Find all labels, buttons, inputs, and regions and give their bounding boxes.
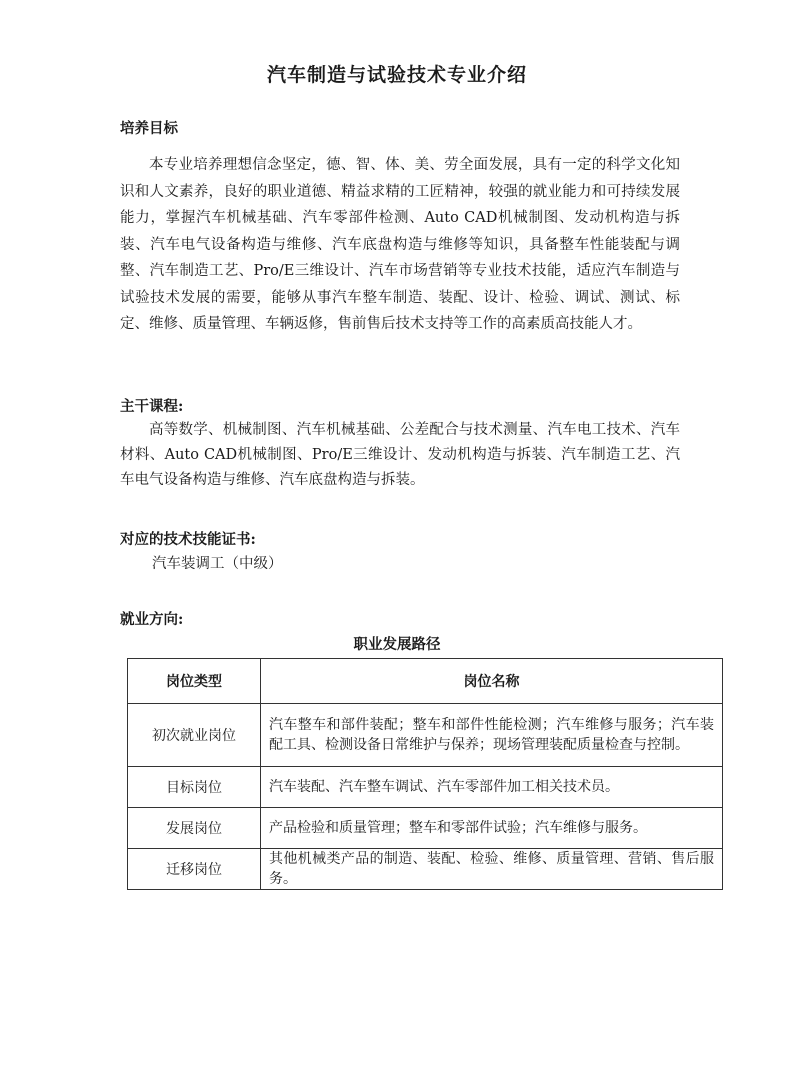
- table-row: [128, 767, 723, 808]
- table-row: [128, 808, 723, 849]
- objective-heading: 培养目标: [120, 120, 178, 137]
- table-header-row: [128, 659, 723, 704]
- position-name-cell: 其他机械类产品的制造、装配、检验、维修、质量管理、营销、售后服务。: [261, 849, 723, 890]
- certificates-heading: 对应的技术技能证书:: [120, 531, 256, 548]
- position-type-cell: 目标岗位: [128, 767, 261, 808]
- objective-paragraph: 本专业培养理想信念坚定，德、智、体、美、劳全面发展，具有一定的科学文化知识和人文素养，良好的职业道德、精益求精的工匠精神，较强的就业能力和可持续发展能力，掌握汽车机械基础、汽车零部件检测、Auto CAD机械制图、发动机构造与拆装、汽车电气设备构造与维修、汽车底盘构造与维修等知识，具备整车性能装配与调整、汽车制造工艺、Pro/E三维设计、汽车市场营销等专业技术技能，适应汽车制造与试验技术发展的需要，能够从事汽车整车制造、装配、设计、检验、调试、测试、标定、维修、质量管理、车辆返修，售前售后技术支持等工作的高素质高技能人才。: [120, 157, 680, 332]
- position-type-cell: 迁移岗位: [128, 849, 261, 890]
- document-title: 汽车制造与试验技术专业介绍: [266, 64, 527, 86]
- table-row: [128, 704, 723, 767]
- career-path-table: [127, 658, 723, 890]
- position-name-cell: 汽车装配、汽车整车调试、汽车零部件加工相关技术员。: [261, 767, 723, 808]
- position-name-cell: 汽车整车和部件装配；整车和部件性能检测；汽车维修与服务；汽车装配工具、检测设备日常维护与保养；现场管理装配质量检查与控制。: [261, 704, 723, 767]
- courses-paragraph: 高等数学、机械制图、汽车机械基础、公差配合与技术测量、汽车电工技术、汽车材料、Auto CAD机械制图、Pro/E三维设计、发动机构造与拆装、汽车制造工艺、汽车电气设备构造与维修、汽车底盘构造与拆装。: [120, 422, 680, 488]
- position-name-cell: 产品检验和质量管理；整车和零部件试验；汽车维修与服务。: [261, 808, 723, 849]
- column-header-type: 岗位类型: [128, 659, 261, 704]
- position-type-cell: 发展岗位: [128, 808, 261, 849]
- column-header-name: 岗位名称: [261, 659, 723, 704]
- table-caption: 职业发展路径: [353, 636, 441, 653]
- table-row: [128, 849, 723, 890]
- courses-heading: 主干课程:: [120, 398, 184, 415]
- position-type-cell: 初次就业岗位: [128, 704, 261, 767]
- employment-heading: 就业方向:: [120, 611, 184, 628]
- certificate-item: 汽车装调工（中级）: [152, 556, 283, 572]
